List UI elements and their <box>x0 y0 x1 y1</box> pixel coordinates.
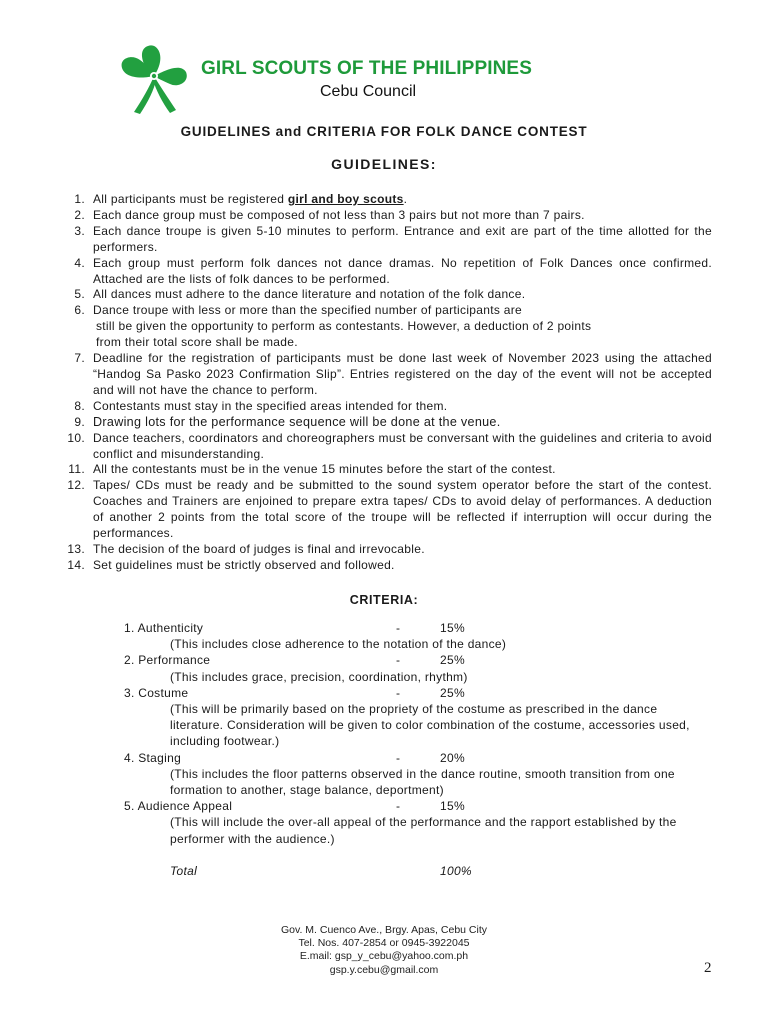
criterion-percent: 15% <box>440 799 465 814</box>
item-text: Dance teachers, coordinators and choreographers must be conversant with the guidelines and criteria to avoid conflict and misunderstanding. <box>93 430 712 461</box>
criterion-dash: - <box>396 653 401 668</box>
list-item <box>40 287 712 303</box>
item-number: 13. <box>67 541 85 556</box>
item-text: Each dance troupe is given 5-10 minutes to perform. Entrance and exit are part of the time allotted for the performers. <box>93 223 712 254</box>
item-number: 1. <box>74 192 85 206</box>
list-item <box>40 558 712 574</box>
criterion-dash: - <box>396 750 401 765</box>
item-text-post: . <box>403 192 408 206</box>
item-number: 4. <box>74 255 85 270</box>
criterion-description: (This includes the floor patterns observed in the dance routine, smooth transition from one formation to another, stage balance, deportment) <box>170 766 675 797</box>
organization-name: GIRL SCOUTS OF THE PHILIPPINES <box>201 58 532 79</box>
item-text: The decision of the board of judges is final and irrevocable. <box>93 541 425 556</box>
criterion-label: 3. Costume <box>124 685 189 700</box>
criterion-label: 4. Staging <box>124 750 182 765</box>
criterion-row <box>124 798 724 814</box>
criterion-dash: - <box>396 685 401 700</box>
document-title: GUIDELINES and CRITERIA FOR FOLK DANCE CONTEST <box>180 124 588 139</box>
criterion-percent: 25% <box>440 685 465 700</box>
list-item <box>40 224 712 256</box>
list-item <box>40 478 712 542</box>
criterion-percent: 25% <box>440 653 465 668</box>
criterion-row <box>124 750 724 766</box>
list-item <box>40 415 712 431</box>
page-number: 2 <box>704 960 712 976</box>
criteria-heading: CRITERIA: <box>349 593 419 607</box>
trefoil-clover-icon <box>116 40 192 116</box>
item-text <box>93 192 712 208</box>
footer-address: Gov. M. Cuenco Ave., Brgy. Apas, Cebu City <box>280 924 487 936</box>
item-text: Tapes/ CDs must be ready and be submitted to the sound system operator before the start of the contest. Coaches and Trainers are enjoined to prepare extra tapes/ CDs to avoid delay of performances. A deduction of another 2 points from the total score of the troupe will be reflected if interruption will occur during the performances. <box>93 478 712 541</box>
guidelines-heading: GUIDELINES: <box>331 156 437 172</box>
criterion-description: (This includes close adherence to the notation of the dance) <box>170 637 507 652</box>
item-number: 5. <box>74 287 85 302</box>
total-label: Total <box>170 863 198 878</box>
item-text: All dances must adhere to the dance literature and notation of the folk dance. <box>93 287 526 302</box>
item-number: 14. <box>67 557 85 572</box>
criterion-dash: - <box>396 799 401 814</box>
item-number: 12. <box>67 478 85 493</box>
criterion-row <box>124 652 724 668</box>
item-continuation: still be given the opportunity to perform as contestants. However, a deduction of 2 points <box>96 319 592 334</box>
list-item <box>40 462 712 478</box>
item-text: Each dance group must be composed of not less than 3 pairs but not more than 7 pairs. <box>93 207 585 222</box>
criterion-label: 2. Performance <box>124 653 211 668</box>
total-percent: 100% <box>440 863 472 878</box>
guidelines-list <box>40 192 712 574</box>
list-item <box>40 542 712 558</box>
criterion-description: (This includes grace, precision, coordination, rhythm) <box>170 669 468 684</box>
list-item <box>40 399 712 415</box>
criterion-description: (This will be primarily based on the propriety of the costume as prescribed in the dance literature. Consideration will be given to color combination of the costume, accessories used, including footwear.) <box>170 701 690 749</box>
item-text: All the contestants must be in the venue 15 minutes before the start of the contest. <box>93 462 556 477</box>
item-text: Drawing lots for the performance sequence will be done at the venue. <box>93 414 501 429</box>
item-text: Contestants must stay in the specified areas intended for them. <box>93 398 448 413</box>
item-number: 9. <box>74 414 85 429</box>
list-item <box>40 192 712 208</box>
criterion-dash: - <box>396 621 401 635</box>
council-name: Cebu Council <box>320 83 417 100</box>
item-text-pre: All participants must be registered <box>93 192 288 206</box>
item-text: Deadline for the registration of participants must be done last week of November 2023 using the attached “Handog Sa Pasko 2023 Confirmation Slip”. Entries registered on the day of the event will not be accepted and will not have the chance to perform. <box>93 351 712 397</box>
footer-email-alt: gsp.y.cebu@gmail.com <box>329 963 439 976</box>
criterion-percent: 20% <box>440 750 465 765</box>
footer-email: E.mail: gsp_y_cebu@yahoo.com.ph <box>299 950 469 963</box>
item-number: 11. <box>68 462 85 477</box>
item-text: Dance troupe with less or more than the specified number of participants are <box>93 303 523 318</box>
item-number: 6. <box>74 303 85 318</box>
criterion-label: 1. Authenticity <box>124 621 204 635</box>
item-continuation: from their total score shall be made. <box>96 335 298 350</box>
list-item <box>40 303 712 319</box>
item-number: 8. <box>74 398 85 413</box>
total-row <box>124 863 724 879</box>
criteria-list <box>124 620 724 879</box>
emphasis-text: girl and boy scouts <box>287 192 404 206</box>
list-item <box>40 431 712 463</box>
criterion-percent: 15% <box>440 621 465 635</box>
criterion-row <box>124 685 724 701</box>
item-number: 3. <box>74 223 85 238</box>
footer-contact <box>0 924 768 977</box>
item-number: 2. <box>74 207 85 222</box>
item-number: 10. <box>67 430 85 445</box>
list-item <box>40 256 712 288</box>
item-text: Each group must perform folk dances not dance dramas. No repetition of Folk Dances once confirmed. Attached are the lists of folk dances to be performed. <box>93 255 712 286</box>
item-text: Set guidelines must be strictly observed and followed. <box>93 557 395 572</box>
criterion-description: (This will include the over-all appeal of the performance and the rapport established by the performer with the audience.) <box>170 815 677 846</box>
criterion-label: 5. Audience Appeal <box>124 799 233 814</box>
footer-phones: Tel. Nos. 407-2854 or 0945-3922045 <box>298 937 470 950</box>
list-item <box>40 351 712 399</box>
criterion-row <box>124 620 724 636</box>
item-number: 7. <box>74 351 85 366</box>
list-item <box>40 208 712 224</box>
